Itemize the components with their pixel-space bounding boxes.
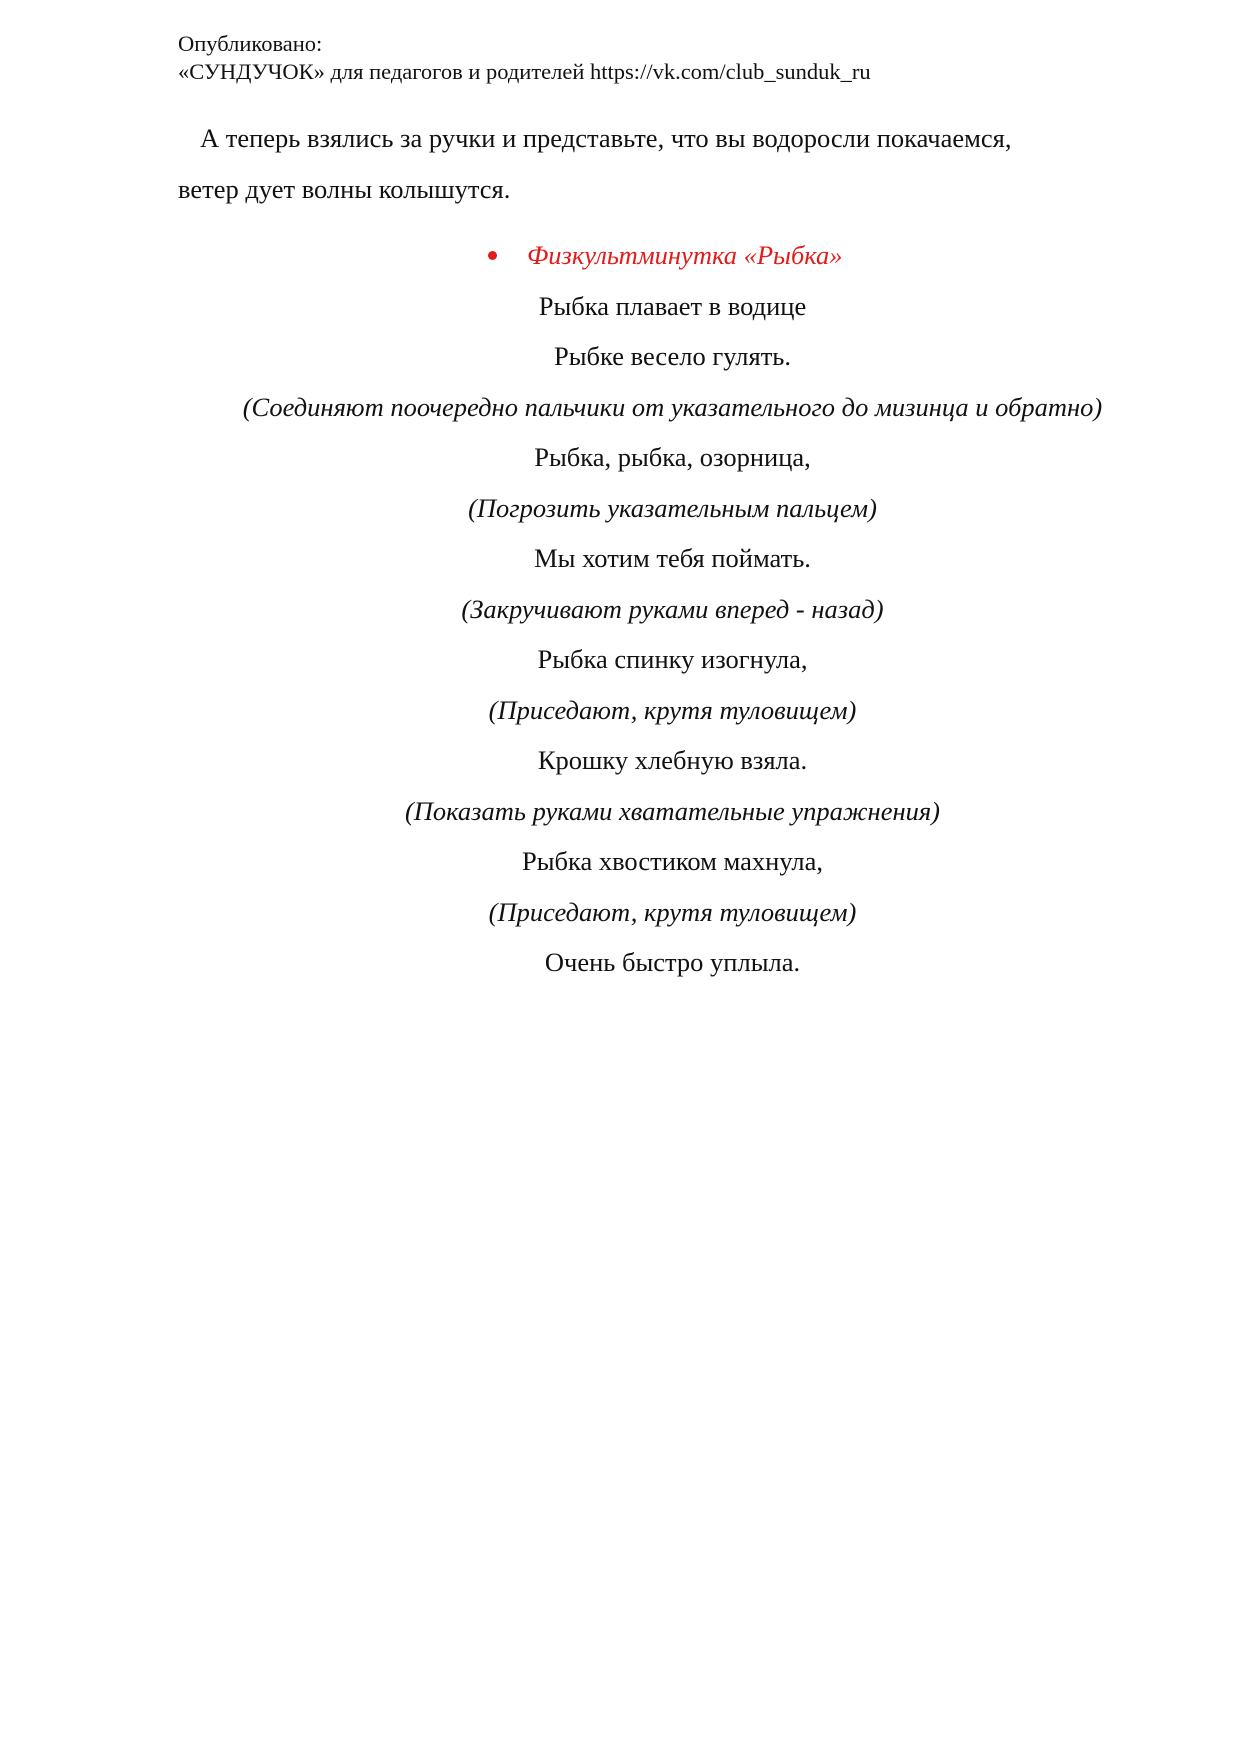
intro-line-1: А теперь взялись за ручки и представьте, что вы водоросли покачаемся, bbox=[200, 123, 1012, 153]
poem-instruction: (Приседают, крутя туловищем) bbox=[488, 896, 857, 927]
poem-title-spacer bbox=[160, 230, 1185, 281]
poem-instruction: (Закручивают руками вперед - назад) bbox=[461, 593, 884, 624]
poem bbox=[160, 230, 1185, 988]
exercise-title: Физкультминутка «Рыбка» bbox=[527, 240, 843, 270]
published-label: Опубликовано: bbox=[178, 31, 323, 56]
source-line: «СУНДУЧОК» для педагогов и родителей https://vk.com/club_sunduk_ru bbox=[178, 59, 871, 84]
poem-line: Рыбка, рыбка, озорница, bbox=[534, 442, 811, 472]
poem-line: Рыбка хвостиком махнула, bbox=[521, 846, 824, 876]
poem-line: Рыбка плавает в водице bbox=[538, 290, 807, 321]
intro-line-2: ветер дует волны колышутся. bbox=[178, 174, 511, 204]
poem-instruction: (Приседают, крутя туловищем) bbox=[488, 694, 857, 725]
poem-instruction: (Показать руками хватательные упражнения) bbox=[404, 795, 941, 826]
intro-paragraph bbox=[178, 113, 1093, 215]
page-header bbox=[178, 30, 871, 86]
poem-instruction: (Погрозить указательным пальцем) bbox=[468, 492, 877, 523]
poem-line: Рыбка спинку изогнула, bbox=[537, 644, 808, 674]
poem-line: Очень быстро уплыла. bbox=[544, 947, 801, 977]
poem-line: Рыбке весело гулять. bbox=[553, 341, 791, 371]
poem-line: Мы хотим тебя поймать. bbox=[534, 543, 811, 573]
poem-instruction: (Соединяют поочередно пальчики от указательного до мизинца и обратно) bbox=[242, 391, 1103, 422]
poem-line: Крошку хлебную взяла. bbox=[537, 745, 808, 775]
